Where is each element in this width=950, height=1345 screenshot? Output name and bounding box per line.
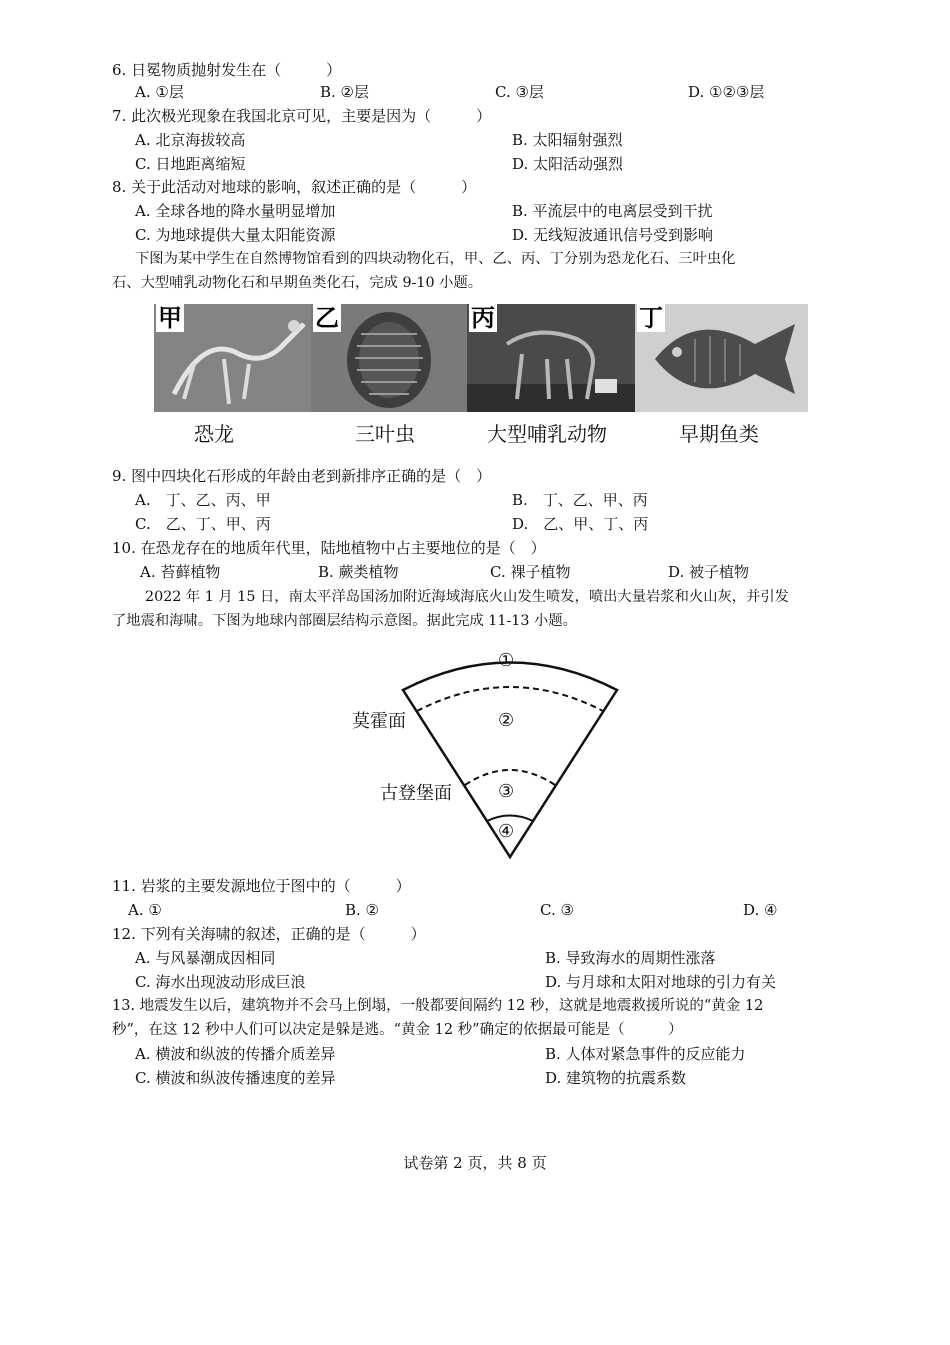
fossil-panel-fish [635, 304, 808, 412]
q8-stem: 8. 关于此活动对地球的影响，叙述正确的是（ ） [112, 178, 477, 196]
q7-option-a[interactable]: A. 北京海拔较高 [135, 131, 246, 149]
q6-option-b[interactable]: B. ②层 [320, 83, 370, 101]
q13-option-d[interactable]: D. 建筑物的抗震系数 [545, 1069, 687, 1087]
q12-option-a[interactable]: A. 与风暴潮成因相同 [135, 949, 276, 967]
q7-option-c[interactable]: C. 日地距离缩短 [135, 155, 246, 173]
fossil-caption-mammal: 大型哺乳动物 [487, 422, 607, 446]
q11-option-c[interactable]: C. ③ [540, 901, 574, 919]
fossil-caption-fish: 早期鱼类 [679, 422, 759, 446]
q10-option-d[interactable]: D. 被子植物 [668, 563, 750, 581]
fossil-panel-trilobite [311, 304, 467, 412]
intro-fossils-line1: 下图为某中学生在自然博物馆看到的四块动物化石，甲、乙、丙、丁分别为恐龙化石、三叶虫化 [135, 251, 736, 267]
moho-label: 莫霍面 [352, 711, 406, 732]
q12-option-b[interactable]: B. 导致海水的周期性涨落 [545, 949, 716, 967]
fossil-panel-mammal [467, 304, 635, 412]
layer-3-label: ③ [498, 781, 515, 802]
layer-4-label: ④ [498, 821, 515, 842]
q6-stem: 6. 日冕物质抛射发生在（ ） [112, 61, 342, 79]
q6-option-c[interactable]: C. ③层 [495, 83, 544, 101]
q9-option-b[interactable]: B. 丁、乙、甲、丙 [512, 491, 648, 509]
q8-option-c[interactable]: C. 为地球提供大量太阳能资源 [135, 226, 336, 244]
page-footer: 试卷第 2 页，共 8 页 [403, 1154, 547, 1172]
q8-option-a[interactable]: A. 全球各地的降水量明显增加 [135, 202, 336, 220]
gutenberg-label: 古登堡面 [380, 783, 452, 804]
q9-option-a[interactable]: A. 丁、乙、丙、甲 [135, 491, 271, 509]
q12-option-c[interactable]: C. 海水出现波动形成巨浪 [135, 973, 306, 991]
q6-option-a[interactable]: A. ①层 [135, 83, 184, 101]
fossil-panel-dinosaur [154, 304, 311, 412]
q11-option-d[interactable]: D. ④ [743, 901, 778, 919]
fossil-tag-yi: 乙 [315, 304, 339, 332]
q11-option-a[interactable]: A. ① [128, 901, 162, 919]
q10-option-c[interactable]: C. 裸子植物 [490, 563, 571, 581]
q13-option-b[interactable]: B. 人体对紧急事件的反应能力 [545, 1045, 746, 1063]
q11-stem: 11. 岩浆的主要发源地位于图中的（ ） [112, 877, 411, 895]
fossil-tag-bing: 丙 [471, 304, 495, 332]
q10-option-a[interactable]: A. 苔藓植物 [140, 563, 221, 581]
q10-option-b[interactable]: B. 蕨类植物 [318, 563, 399, 581]
intro-tonga-line1: 2022 年 1 月 15 日，南太平洋岛国汤加附近海域海底火山发生喷发，喷出大量岩浆和火山灰，并引发 [145, 589, 789, 605]
layer-2-label: ② [498, 710, 515, 731]
q7-option-d[interactable]: D. 太阳活动强烈 [512, 155, 624, 173]
q7-stem: 7. 此次极光现象在我国北京可见，主要是因为（ ） [112, 107, 492, 125]
q13-stem-line2: 秒”，在这 12 秒中人们可以决定是躲是逃。“黄金 12 秒”确定的依据最可能是（ ） [112, 1022, 683, 1038]
intro-fossils-line2: 石、大型哺乳动物化石和早期鱼类化石，完成 9-10 小题。 [112, 275, 483, 291]
q6-option-d[interactable]: D. ①②③层 [688, 83, 765, 101]
q9-option-c[interactable]: C. 乙、丁、甲、丙 [135, 515, 271, 533]
q8-option-b[interactable]: B. 平流层中的电离层受到干扰 [512, 202, 713, 220]
fossil-tag-ding: 丁 [639, 304, 663, 332]
q13-stem-line1: 13. 地震发生以后，建筑物并不会马上倒塌，一般都要间隔约 12 秒，这就是地震救援所说的“黄金 12 [112, 998, 764, 1014]
intro-tonga-line2: 了地震和海啸。下图为地球内部圈层结构示意图。据此完成 11-13 小题。 [112, 613, 577, 629]
q10-stem: 10. 在恐龙存在的地质年代里，陆地植物中占主要地位的是（ ） [112, 539, 546, 557]
q8-option-d[interactable]: D. 无线短波通讯信号受到影响 [512, 226, 714, 244]
layer-1-label: ① [498, 650, 515, 671]
fossil-tag-jia: 甲 [158, 304, 182, 332]
q13-option-a[interactable]: A. 横波和纵波的传播介质差异 [135, 1045, 336, 1063]
q7-option-b[interactable]: B. 太阳辐射强烈 [512, 131, 623, 149]
q11-option-b[interactable]: B. ② [345, 901, 380, 919]
fossil-caption-trilobite: 三叶虫 [355, 422, 415, 446]
q13-option-c[interactable]: C. 横波和纵波传播速度的差异 [135, 1069, 336, 1087]
q12-stem: 12. 下列有关海啸的叙述，正确的是（ ） [112, 925, 426, 943]
q9-option-d[interactable]: D. 乙、甲、丁、丙 [512, 515, 649, 533]
q12-option-d[interactable]: D. 与月球和太阳对地球的引力有关 [545, 973, 777, 991]
q9-stem: 9. 图中四块化石形成的年龄由老到新排序正确的是（ ） [112, 467, 492, 485]
fossil-caption-dinosaur: 恐龙 [194, 422, 234, 446]
